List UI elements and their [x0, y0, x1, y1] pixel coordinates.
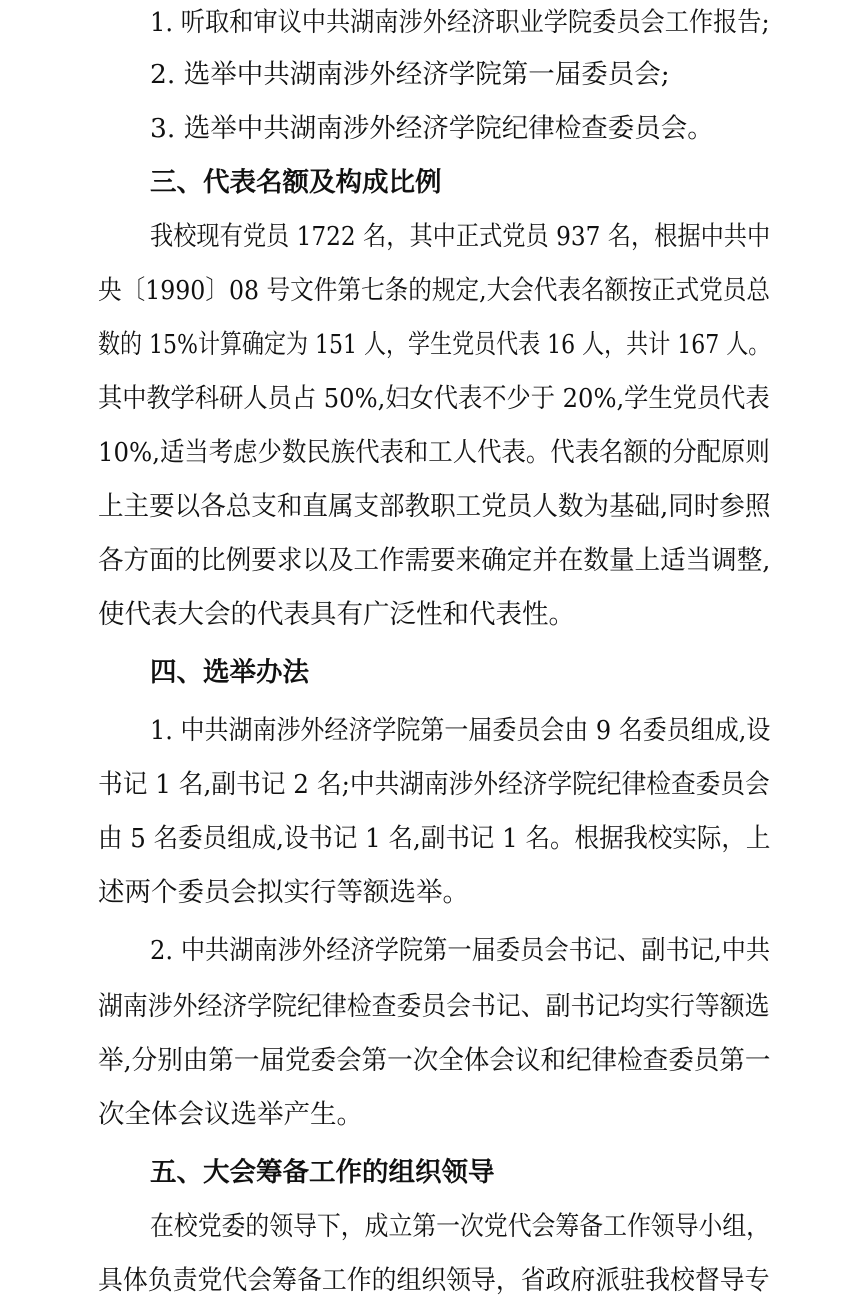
text-line — [0, 374, 850, 424]
heading-text: 四、选举办法 — [150, 657, 309, 688]
line-text: 湖南涉外经济学院纪律检查委员会书记、副书记均实行等额选 — [98, 991, 770, 1022]
line-text: 数的 15%计算确定为 151 人，学生党员代表 16 人，共计 167 人。 — [98, 329, 771, 360]
line-text: 央〔1990〕08 号文件第七条的规定,大会代表名额按正式党员总 — [98, 275, 770, 306]
line-text: 由 5 名委员组成,设书记 1 名,副书记 1 名。根据我校实际，上 — [98, 823, 771, 854]
text-line — [0, 590, 850, 640]
line-text: 10%,适当考虑少数民族代表和工人代表。代表名额的分配原则 — [98, 437, 770, 468]
text-line — [0, 1256, 850, 1306]
line-text: 1. 听取和审议中共湖南涉外经济职业学院委员会工作报告; — [150, 7, 770, 38]
line-text: 使代表大会的代表具有广泛性和代表性。 — [98, 599, 575, 630]
line-text: 次全体会议选举产生。 — [98, 1099, 363, 1130]
line-text: 书记 1 名,副书记 2 名;中共湖南涉外经济学院纪律检查委员会 — [98, 769, 770, 800]
heading-text: 五、大会筹备工作的组织领导 — [150, 1157, 495, 1188]
text-line — [0, 982, 850, 1032]
section-heading — [0, 1148, 850, 1198]
text-line — [0, 868, 850, 918]
line-text: 各方面的比例要求以及工作需要来确定并在数量上适当调整, — [98, 545, 771, 576]
line-text: 具体负责党代会筹备工作的组织领导，省政府派驻我校督导专 — [98, 1265, 770, 1296]
text-line — [0, 706, 850, 756]
text-line — [0, 320, 850, 370]
text-line — [0, 536, 850, 586]
line-text: 我校现有党员 1722 名，其中正式党员 937 名，根据中共中 — [150, 221, 771, 252]
text-line — [0, 50, 850, 100]
text-line — [0, 0, 850, 48]
line-text: 其中教学科研人员占 50%,妇女代表不少于 20%,学生党员代表 — [98, 383, 770, 414]
text-line — [0, 760, 850, 810]
text-line — [0, 1036, 850, 1086]
text-line — [0, 1090, 850, 1140]
text-line — [0, 1202, 850, 1252]
text-line — [0, 266, 850, 316]
text-line — [0, 104, 850, 154]
heading-text: 三、代表名额及构成比例 — [150, 167, 442, 198]
section-heading — [0, 158, 850, 208]
line-text: 1. 中共湖南涉外经济学院第一届委员会由 9 名委员组成,设 — [150, 715, 771, 746]
text-line — [0, 212, 850, 262]
line-text: 3. 选举中共湖南涉外经济学院纪律检查委员会。 — [150, 113, 714, 144]
text-line — [0, 814, 850, 864]
section-heading — [0, 648, 850, 698]
line-text: 上主要以各总支和直属支部教职工党员人数为基础,同时参照 — [98, 491, 771, 522]
line-text: 举,分别由第一届党委会第一次全体会议和纪律检查委员第一 — [98, 1045, 771, 1076]
text-line — [0, 482, 850, 532]
text-line — [0, 926, 850, 976]
line-text: 2. 选举中共湖南涉外经济学院第一届委员会; — [150, 59, 670, 90]
line-text: 在校党委的领导下，成立第一次党代会筹备工作领导小组， — [150, 1211, 771, 1242]
text-line — [0, 428, 850, 478]
line-text: 述两个委员会拟实行等额选举。 — [98, 877, 469, 908]
line-text: 2. 中共湖南涉外经济学院第一届委员会书记、副书记,中共 — [150, 935, 771, 966]
